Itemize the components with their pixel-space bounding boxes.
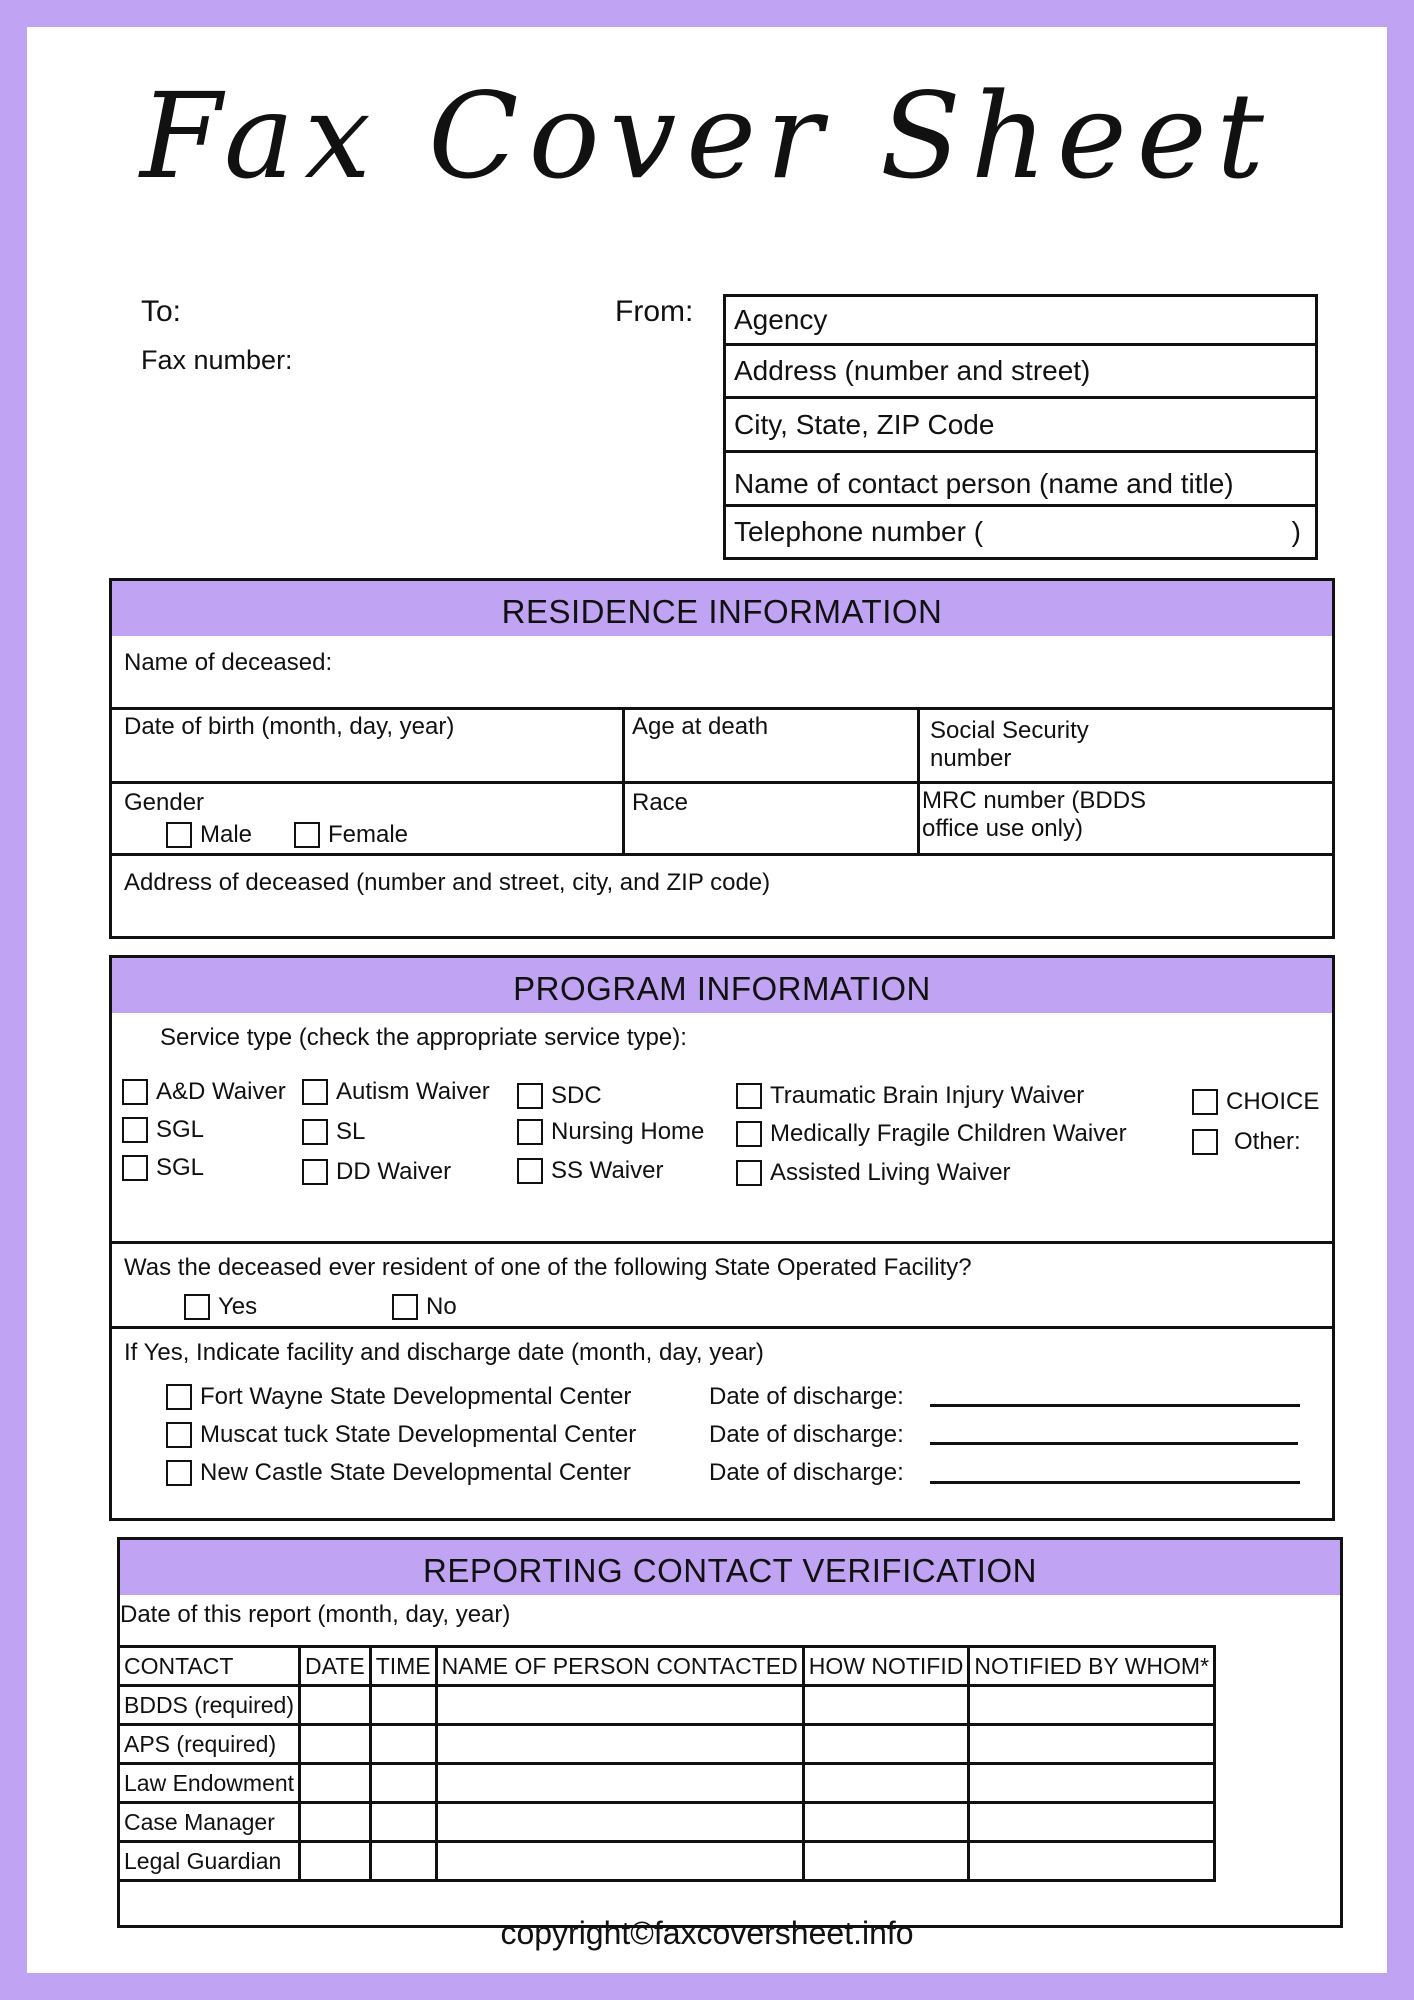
assisted-living-label: Assisted Living Waiver — [770, 1159, 1011, 1186]
cell-input[interactable] — [803, 1764, 969, 1803]
contacts-table — [117, 1645, 1216, 1882]
residence-section — [109, 578, 1335, 939]
option-assisted-living[interactable] — [736, 1159, 1011, 1187]
telephone-close-paren: ) — [1291, 516, 1301, 547]
residence-heading: RESIDENCE INFORMATION — [112, 581, 1332, 636]
discharge-line-3[interactable] — [930, 1481, 1300, 1484]
option-sgl-1[interactable] — [122, 1116, 204, 1144]
ssn-label — [930, 717, 1089, 773]
male-label: Male — [200, 821, 253, 848]
fax-cover-page — [27, 27, 1387, 1973]
checkbox-no[interactable] — [392, 1294, 418, 1320]
option-choice[interactable] — [1192, 1088, 1319, 1116]
choice-label: CHOICE — [1226, 1088, 1320, 1115]
female-label: Female — [328, 821, 409, 848]
checkbox-yes[interactable] — [184, 1294, 210, 1320]
checkbox-male[interactable] — [166, 822, 192, 848]
ssn-label-line2: number — [930, 745, 1012, 772]
table-row — [119, 1725, 1215, 1764]
cell-input[interactable] — [370, 1842, 436, 1881]
row-law-endowment: Law Endowment — [119, 1764, 300, 1803]
option-sl[interactable] — [302, 1118, 365, 1146]
row-bdds: BDDS (required) — [119, 1686, 300, 1725]
facility-question: Was the deceased ever resident of one of the following State Operated Facility? — [124, 1254, 972, 1281]
copyright-footer: copyright©faxcoversheet.info — [500, 1915, 914, 1951]
option-sdc[interactable] — [517, 1082, 602, 1110]
cell-input[interactable] — [969, 1803, 1215, 1842]
option-medically-fragile[interactable] — [736, 1120, 1127, 1148]
dob-label: Date of birth (month, day, year) — [124, 713, 455, 740]
program-heading: PROGRAM INFORMATION — [112, 958, 1332, 1013]
sl-label: SL — [336, 1118, 366, 1145]
option-nursing-home[interactable] — [517, 1118, 704, 1146]
cell-input[interactable] — [370, 1725, 436, 1764]
cell-input[interactable] — [436, 1842, 803, 1881]
ad-waiver-label: A&D Waiver — [156, 1078, 286, 1105]
other-label: Other: — [1234, 1128, 1301, 1155]
mrc-label-line1: MRC number (BDDS — [922, 787, 1147, 814]
from-city-label: City, State, ZIP Code — [734, 408, 995, 440]
cell-input[interactable] — [969, 1842, 1215, 1881]
row-case-manager: Case Manager — [119, 1803, 300, 1842]
dd-waiver-label: DD Waiver — [336, 1158, 452, 1185]
sgl-2-label: SGL — [156, 1154, 205, 1181]
checkbox-ss-waiver[interactable] — [517, 1158, 543, 1184]
cell-input[interactable] — [436, 1725, 803, 1764]
checkbox-muscat-tuck[interactable] — [166, 1422, 192, 1448]
discharge-label-2: Date of discharge: — [709, 1421, 904, 1448]
ssn-label-line1: Social Security — [930, 717, 1089, 744]
checkbox-medically-fragile[interactable] — [736, 1121, 762, 1147]
gender-female-option[interactable] — [294, 821, 408, 849]
reporting-heading: REPORTING CONTACT VERIFICATION — [120, 1540, 1340, 1595]
option-sgl-2[interactable] — [122, 1154, 204, 1182]
fax-number-label: Fax number: — [141, 345, 293, 375]
checkbox-sl[interactable] — [302, 1119, 328, 1145]
cell-input[interactable] — [969, 1725, 1215, 1764]
checkbox-nursing-home[interactable] — [517, 1119, 543, 1145]
gender-label: Gender — [124, 789, 205, 816]
cell-input[interactable] — [969, 1686, 1215, 1725]
facility-fort-wayne-option[interactable] — [166, 1383, 631, 1411]
col-contact: CONTACT — [119, 1647, 300, 1686]
cell-input[interactable] — [803, 1842, 969, 1881]
col-notified-by: NOTIFIED BY WHOM* — [969, 1647, 1215, 1686]
table-row — [119, 1842, 1215, 1881]
discharge-label-3: Date of discharge: — [709, 1459, 904, 1486]
sgl-1-label: SGL — [156, 1116, 205, 1143]
cell-input[interactable] — [300, 1686, 371, 1725]
reporting-section — [117, 1537, 1343, 1928]
table-header-row — [119, 1647, 1215, 1686]
checkbox-sgl-2[interactable] — [122, 1155, 148, 1181]
table-row — [119, 1764, 1215, 1803]
race-label: Race — [632, 789, 689, 816]
cell-input[interactable] — [803, 1686, 969, 1725]
facility-yes-option[interactable] — [184, 1293, 257, 1321]
muscat-tuck-label: Muscat tuck State Developmental Center — [200, 1421, 637, 1448]
table-row — [119, 1803, 1215, 1842]
cell-input[interactable] — [436, 1803, 803, 1842]
if-yes-instruction: If Yes, Indicate facility and discharge date (month, day, year) — [124, 1339, 764, 1366]
checkbox-autism-waiver[interactable] — [302, 1079, 328, 1105]
name-of-deceased-label: Name of deceased: — [124, 649, 333, 676]
option-autism-waiver[interactable] — [302, 1078, 490, 1106]
cell-input[interactable] — [803, 1803, 969, 1842]
discharge-line-1[interactable] — [930, 1404, 1300, 1407]
row-aps: APS (required) — [119, 1725, 300, 1764]
cell-input[interactable] — [370, 1686, 436, 1725]
facility-new-castle-option[interactable] — [166, 1459, 631, 1487]
checkbox-ad-waiver[interactable] — [122, 1079, 148, 1105]
checkbox-assisted-living[interactable] — [736, 1160, 762, 1186]
new-castle-label: New Castle State Developmental Center — [200, 1459, 631, 1486]
checkbox-fort-wayne[interactable] — [166, 1384, 192, 1410]
cell-input[interactable] — [300, 1803, 371, 1842]
cell-input[interactable] — [370, 1803, 436, 1842]
facility-muscat-tuck-option[interactable] — [166, 1421, 636, 1449]
option-tbi-waiver[interactable] — [736, 1082, 1084, 1110]
discharge-label-1: Date of discharge: — [709, 1383, 904, 1410]
checkbox-choice[interactable] — [1192, 1089, 1218, 1115]
col-how-notified: HOW NOTIFID — [803, 1647, 969, 1686]
gender-male-option[interactable] — [166, 821, 252, 849]
yes-label: Yes — [218, 1293, 258, 1320]
cell-input[interactable] — [803, 1725, 969, 1764]
report-date-label: Date of this report (month, day, year) — [120, 1601, 511, 1628]
checkbox-tbi-waiver[interactable] — [736, 1083, 762, 1109]
from-telephone-label: Telephone number ( — [734, 516, 984, 547]
no-label: No — [426, 1293, 457, 1320]
facility-no-option[interactable] — [392, 1293, 457, 1321]
from-agency-field[interactable] — [726, 297, 1315, 346]
checkbox-female[interactable] — [294, 822, 320, 848]
option-ad-waiver[interactable] — [122, 1078, 286, 1106]
from-address-field[interactable] — [726, 346, 1315, 399]
autism-waiver-label: Autism Waiver — [336, 1078, 490, 1105]
from-label: From: — [615, 295, 694, 328]
cell-input[interactable] — [969, 1764, 1215, 1803]
checkbox-new-castle[interactable] — [166, 1460, 192, 1486]
medically-fragile-label: Medically Fragile Children Waiver — [770, 1120, 1127, 1147]
table-row — [119, 1686, 1215, 1725]
from-agency-label: Agency — [734, 304, 828, 335]
from-city-field[interactable] — [726, 399, 1315, 453]
checkbox-other[interactable] — [1192, 1129, 1218, 1155]
cell-input[interactable] — [436, 1764, 803, 1803]
tbi-waiver-label: Traumatic Brain Injury Waiver — [770, 1082, 1085, 1109]
from-address-label: Address (number and street) — [734, 355, 1091, 386]
fort-wayne-label: Fort Wayne State Developmental Center — [200, 1383, 632, 1410]
cell-input[interactable] — [300, 1764, 371, 1803]
mrc-label — [922, 787, 1146, 843]
from-contact-label: Name of contact person (name and title) — [734, 468, 1234, 499]
checkbox-sdc[interactable] — [517, 1083, 543, 1109]
option-ss-waiver[interactable] — [517, 1157, 663, 1185]
col-time: TIME — [370, 1647, 436, 1686]
col-date: DATE — [300, 1647, 371, 1686]
cell-input[interactable] — [300, 1725, 371, 1764]
checkbox-dd-waiver[interactable] — [302, 1159, 328, 1185]
page-title: Fax Cover Sheet — [140, 67, 1274, 205]
from-contact-field[interactable] — [726, 453, 1315, 507]
sdc-label: SDC — [551, 1082, 602, 1109]
cell-input[interactable] — [436, 1686, 803, 1725]
option-dd-waiver[interactable] — [302, 1158, 451, 1186]
cell-input[interactable] — [370, 1764, 436, 1803]
col-name-contacted: NAME OF PERSON CONTACTED — [436, 1647, 803, 1686]
program-section — [109, 955, 1335, 1521]
ss-waiver-label: SS Waiver — [551, 1157, 664, 1184]
service-type-prompt: Service type (check the appropriate service type): — [160, 1024, 687, 1051]
to-label: To: — [141, 295, 182, 328]
age-at-death-label: Age at death — [632, 713, 769, 740]
mrc-label-line2: office use only) — [922, 815, 1083, 842]
nursing-home-label: Nursing Home — [551, 1118, 705, 1145]
checkbox-sgl-1[interactable] — [122, 1117, 148, 1143]
from-box — [723, 294, 1318, 560]
from-telephone-field[interactable] — [726, 507, 1315, 557]
option-other[interactable] — [1192, 1128, 1301, 1156]
discharge-line-2[interactable] — [930, 1442, 1298, 1445]
address-of-deceased-label: Address of deceased (number and street, city, and ZIP code) — [124, 869, 771, 896]
cell-input[interactable] — [300, 1842, 371, 1881]
row-legal-guardian: Legal Guardian — [119, 1842, 300, 1881]
